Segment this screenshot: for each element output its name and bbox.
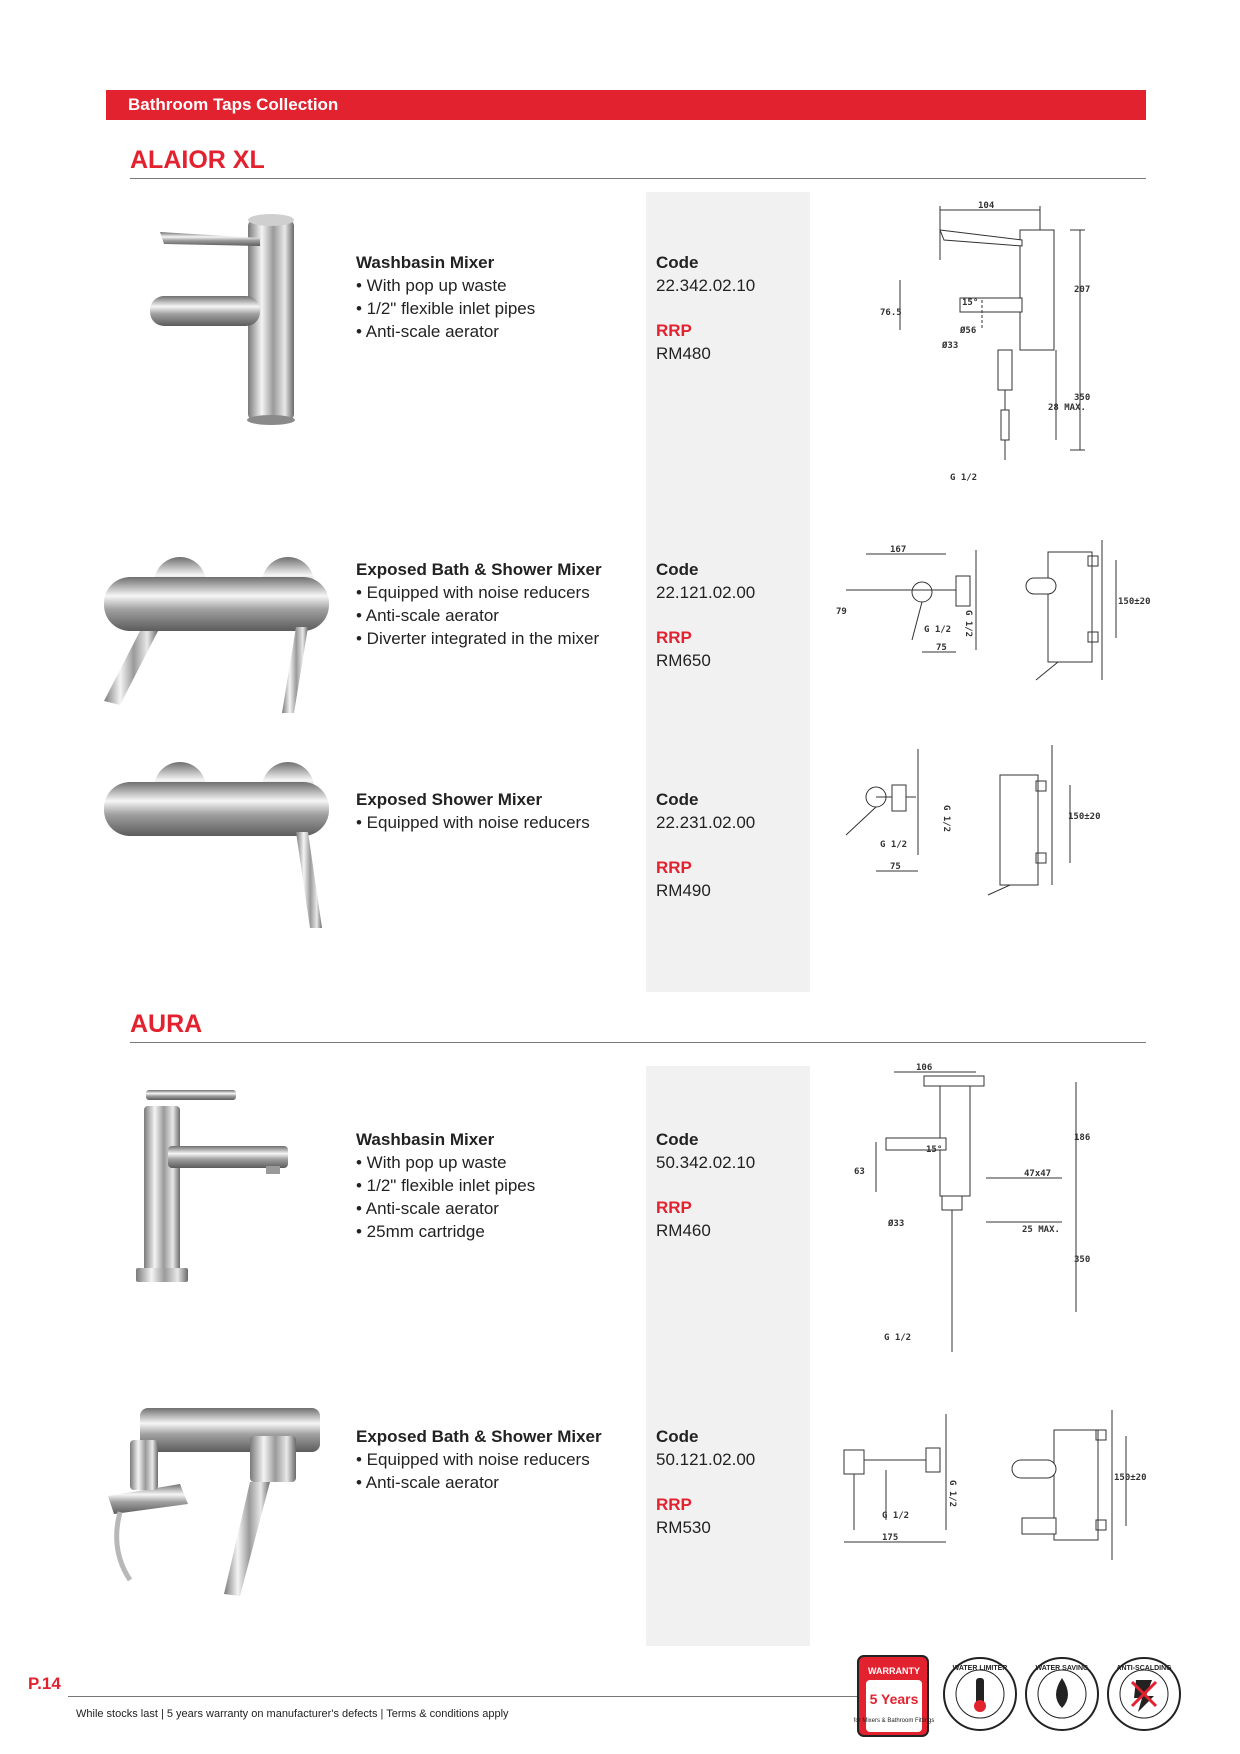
product-feature: • Equipped with noise reducers: [356, 1450, 590, 1469]
product-feature: • Anti-scale aerator: [356, 1473, 499, 1492]
rrp-label: RRP: [656, 1198, 692, 1217]
code-label: Code: [656, 560, 699, 579]
section-divider: [130, 178, 1146, 179]
technical-drawing: [826, 540, 1151, 690]
water-limiter-badge-icon: [942, 1656, 1018, 1732]
product-feature: • With pop up waste: [356, 1153, 507, 1172]
dim-label: 150±20: [1068, 812, 1101, 822]
product-price: RM490: [656, 881, 711, 900]
exposed-shower-mixer-alaior-image: [100, 760, 340, 930]
footer-divider: [68, 1696, 878, 1697]
product-code: 22.121.02.00: [656, 583, 756, 602]
dim-label: 207: [1074, 285, 1091, 295]
dim-label: 63: [854, 1167, 865, 1177]
rrp-label: RRP: [656, 628, 692, 647]
product-price: RM650: [656, 651, 711, 670]
dim-label: 25 MAX.: [1022, 1225, 1060, 1235]
product-info: [356, 251, 646, 343]
dim-label: 28 MAX.: [1048, 403, 1086, 413]
code-price-block: [656, 1128, 755, 1242]
footer-disclaimer: While stocks last | 5 years warranty on manufacturer's defects | Terms & conditions apply: [76, 1708, 509, 1720]
product-price: RM480: [656, 344, 711, 363]
code-price-block: [656, 1425, 755, 1539]
product-feature: • Anti-scale aerator: [356, 322, 499, 341]
product-feature: • 1/2" flexible inlet pipes: [356, 1176, 536, 1195]
rrp-label: RRP: [656, 858, 692, 877]
dim-label: Ø56: [960, 326, 977, 336]
product-feature: • Anti-scale aerator: [356, 1199, 499, 1218]
product-info: [356, 1425, 646, 1494]
product-info: [356, 558, 646, 650]
product-feature: • Diverter integrated in the mixer: [356, 629, 600, 648]
dim-label: 75: [890, 862, 901, 872]
product-name: Exposed Bath & Shower Mixer: [356, 560, 602, 579]
dim-label: G 1/2: [882, 1511, 910, 1521]
header-banner: [106, 90, 1146, 120]
product-code: 50.121.02.00: [656, 1450, 756, 1469]
dim-label: 350: [1074, 1255, 1091, 1265]
dim-label: 47x47: [1024, 1169, 1052, 1179]
dim-label: 186: [1074, 1133, 1091, 1143]
dim-label: 175: [882, 1533, 899, 1543]
code-label: Code: [656, 253, 699, 272]
product-feature: • 1/2" flexible inlet pipes: [356, 299, 536, 318]
badge-label: WATER LIMITER: [952, 1665, 1008, 1672]
code-price-block: [656, 788, 755, 902]
rrp-label: RRP: [656, 321, 692, 340]
header-banner-title: Bathroom Taps Collection: [128, 95, 339, 114]
badge-label: ANTI-SCALDING: [1116, 1665, 1172, 1672]
dim-label: 76.5: [880, 308, 902, 318]
product-feature: • Anti-scale aerator: [356, 606, 499, 625]
product-price: RM530: [656, 1518, 711, 1537]
warranty-word: WARRANTY: [868, 1666, 920, 1676]
product-code: 22.231.02.00: [656, 813, 756, 832]
dim-label: 79: [836, 607, 847, 617]
product-price: RM460: [656, 1221, 711, 1240]
dim-label: 150±20: [1114, 1473, 1147, 1483]
code-label: Code: [656, 1427, 699, 1446]
dim-label: 75: [936, 643, 947, 653]
section-divider: [130, 1042, 1146, 1043]
washbasin-mixer-aura-image: [118, 1086, 318, 1286]
dim-label: G 1/2: [884, 1333, 912, 1343]
dim-label: 167: [890, 545, 907, 555]
dim-label: G 1/2: [880, 840, 908, 850]
dim-label: G 1/2: [950, 473, 978, 483]
code-label: Code: [656, 790, 699, 809]
series-title-alaior-xl: ALAIOR XL: [130, 146, 265, 174]
product-feature: • Equipped with noise reducers: [356, 813, 590, 832]
product-info: [356, 1128, 646, 1243]
exposed-bath-shower-mixer-aura-image: [100, 1400, 320, 1600]
code-label: Code: [656, 1130, 699, 1149]
page-number: P.14: [28, 1674, 61, 1693]
code-price-block: [656, 558, 755, 672]
product-code: 22.342.02.10: [656, 276, 756, 295]
rrp-label: RRP: [656, 1495, 692, 1514]
technical-drawing: [826, 1410, 1146, 1580]
dim-label: G 1/2: [941, 805, 951, 833]
product-code: 50.342.02.10: [656, 1153, 756, 1172]
washbasin-mixer-alaior-image: [130, 200, 330, 430]
product-feature: • 25mm cartridge: [356, 1222, 485, 1241]
dim-label: Ø33: [888, 1219, 905, 1229]
water-saving-badge-icon: [1024, 1656, 1100, 1732]
dim-label: 15°: [962, 298, 979, 308]
technical-drawing: [870, 200, 1100, 490]
warranty-subtext: for Mixers & Bathroom Fittings: [853, 1718, 935, 1724]
dim-label: 15°: [926, 1145, 943, 1155]
product-name: Exposed Bath & Shower Mixer: [356, 1427, 602, 1446]
warranty-years: 5 Years: [869, 1691, 919, 1707]
product-name: Washbasin Mixer: [356, 1130, 495, 1149]
code-price-block: [656, 251, 755, 365]
dim-label: 150±20: [1118, 597, 1151, 607]
dim-label: G 1/2: [947, 1480, 957, 1508]
product-info: [356, 788, 646, 834]
dim-label: G 1/2: [924, 625, 952, 635]
badge-label: WATER SAVING: [1035, 1665, 1089, 1672]
dim-label: 104: [978, 201, 995, 211]
dim-label: 106: [916, 1063, 933, 1073]
dim-label: 350: [1074, 393, 1091, 403]
dim-label: Ø33: [942, 341, 959, 351]
exposed-bath-shower-mixer-alaior-image: [100, 555, 340, 715]
product-name: Exposed Shower Mixer: [356, 790, 543, 809]
product-feature: • With pop up waste: [356, 276, 507, 295]
product-name: Washbasin Mixer: [356, 253, 495, 272]
technical-drawing: [846, 1062, 1116, 1362]
product-feature: • Equipped with noise reducers: [356, 583, 590, 602]
technical-drawing: [826, 745, 1146, 895]
dim-label: G 1/2: [963, 610, 973, 638]
warranty-badge-icon: [853, 1652, 935, 1742]
series-title-aura: AURA: [130, 1010, 203, 1038]
anti-scalding-badge-icon: [1106, 1656, 1182, 1732]
